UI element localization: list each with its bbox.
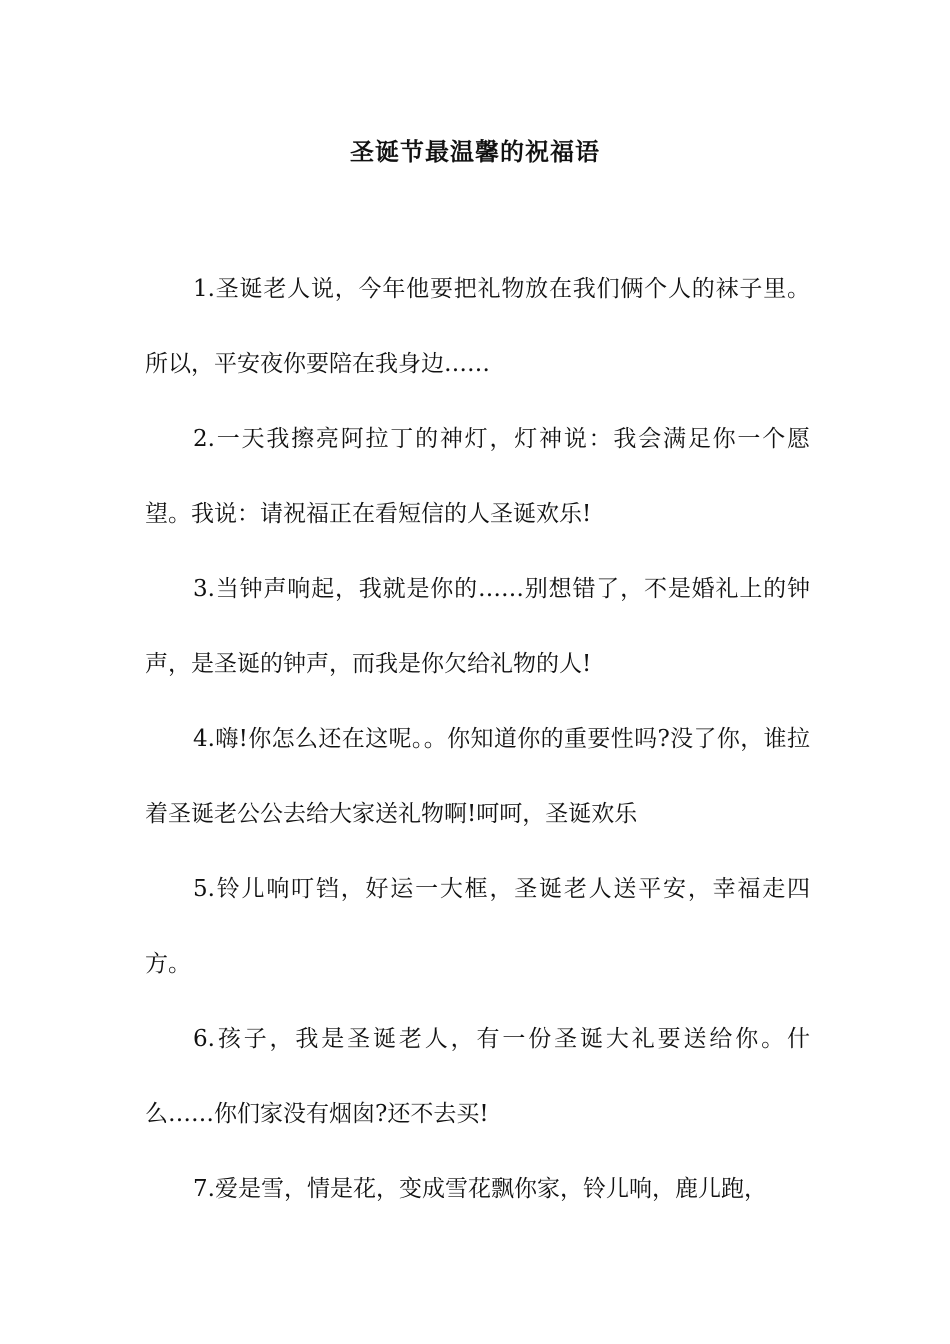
paragraph-5: 5.铃儿响叮铛，好运一大框，圣诞老人送平安，幸福走四方。 [145, 876, 810, 977]
paragraph-2: 2.一天我擦亮阿拉丁的神灯，灯神说：我会满足你一个愿望。我说：请祝福正在看短信的人圣诞欢乐! [145, 426, 810, 527]
paragraph-3: 3.当钟声响起，我就是你的……别想错了，不是婚礼上的钟声，是圣诞的钟声，而我是你欠给礼物的人! [145, 576, 810, 677]
paragraph-7: 7.爱是雪，情是花，变成雪花飘你家，铃儿响，鹿儿跑， [193, 1176, 767, 1202]
paragraph-4: 4.嗨!你怎么还在这呢。。你知道你的重要性吗?没了你，谁拉着圣诞老公公去给大家送礼物啊!呵呵，圣诞欢乐 [145, 726, 810, 827]
document-title: 圣诞节最温馨的祝福语 [350, 137, 600, 166]
document-body [145, 252, 810, 1227]
paragraph-1: 1.圣诞老人说，今年他要把礼物放在我们俩个人的袜子里。所以，平安夜你要陪在我身边…… [145, 276, 810, 377]
paragraph-6: 6.孩子，我是圣诞老人，有一份圣诞大礼要送给你。什么……你们家没有烟囱?还不去买! [145, 1026, 810, 1127]
